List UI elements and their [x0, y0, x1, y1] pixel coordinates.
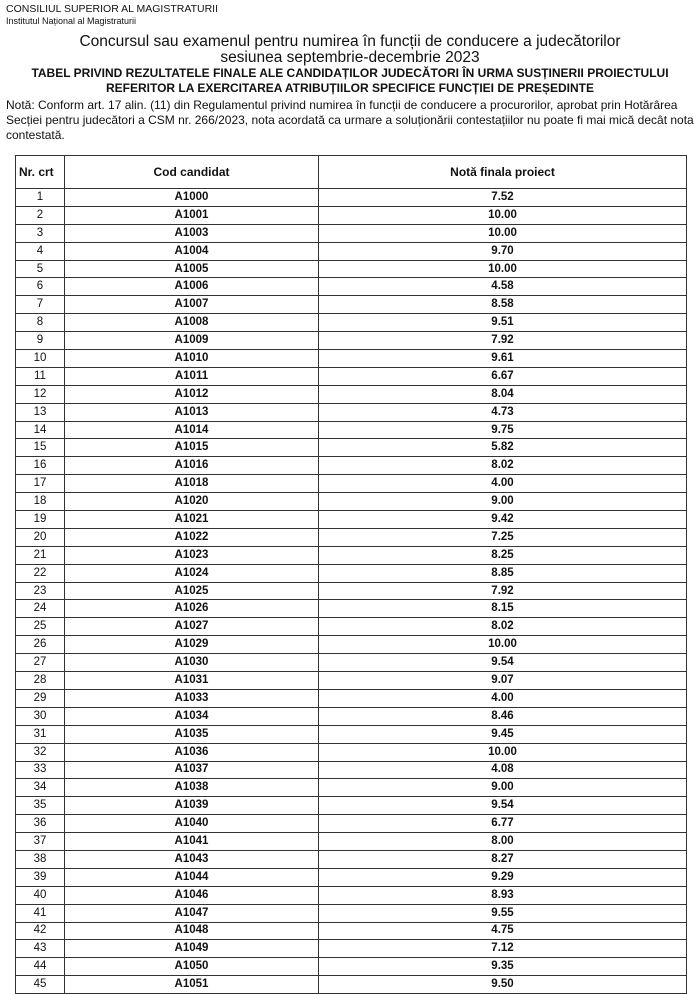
table-row — [16, 779, 687, 797]
table-row — [16, 332, 687, 350]
final-grade: 8.85 — [319, 564, 687, 582]
final-grade: 9.54 — [319, 654, 687, 672]
final-grade: 5.82 — [319, 439, 687, 457]
table-row — [16, 868, 687, 886]
candidate-code: A1001 — [65, 206, 319, 224]
final-grade: 10.00 — [319, 636, 687, 654]
candidate-code: A1035 — [65, 725, 319, 743]
table-row — [16, 350, 687, 368]
table-row — [16, 976, 687, 994]
table-row — [16, 475, 687, 493]
row-number: 14 — [16, 421, 65, 439]
final-grade: 6.67 — [319, 367, 687, 385]
final-grade: 9.29 — [319, 868, 687, 886]
candidate-code: A1034 — [65, 707, 319, 725]
candidate-code: A1038 — [65, 779, 319, 797]
row-number: 13 — [16, 403, 65, 421]
row-number: 41 — [16, 904, 65, 922]
candidate-code: A1007 — [65, 296, 319, 314]
candidate-code: A1049 — [65, 940, 319, 958]
table-row — [16, 189, 687, 207]
row-number: 18 — [16, 493, 65, 511]
candidate-code: A1023 — [65, 546, 319, 564]
final-grade: 4.73 — [319, 403, 687, 421]
row-number: 7 — [16, 296, 65, 314]
final-grade: 7.52 — [319, 189, 687, 207]
row-number: 2 — [16, 206, 65, 224]
results-table — [15, 155, 687, 994]
table-row — [16, 314, 687, 332]
final-grade: 9.00 — [319, 779, 687, 797]
final-grade: 8.04 — [319, 385, 687, 403]
final-grade: 9.61 — [319, 350, 687, 368]
table-row — [16, 278, 687, 296]
row-number: 5 — [16, 260, 65, 278]
candidate-code: A1025 — [65, 582, 319, 600]
candidate-code: A1039 — [65, 797, 319, 815]
candidate-code: A1020 — [65, 493, 319, 511]
final-grade: 9.75 — [319, 421, 687, 439]
table-row — [16, 904, 687, 922]
candidate-code: A1043 — [65, 850, 319, 868]
row-number: 12 — [16, 385, 65, 403]
row-number: 36 — [16, 815, 65, 833]
final-grade: 9.07 — [319, 672, 687, 690]
candidate-code: A1016 — [65, 457, 319, 475]
table-row — [16, 582, 687, 600]
final-grade: 7.12 — [319, 940, 687, 958]
candidate-code: A1029 — [65, 636, 319, 654]
row-number: 43 — [16, 940, 65, 958]
table-row — [16, 260, 687, 278]
final-grade: 4.75 — [319, 922, 687, 940]
final-grade: 10.00 — [319, 206, 687, 224]
candidate-code: A1012 — [65, 385, 319, 403]
table-row — [16, 689, 687, 707]
candidate-code: A1050 — [65, 958, 319, 976]
table-row — [16, 743, 687, 761]
table-header-row — [16, 156, 687, 189]
candidate-code: A1018 — [65, 475, 319, 493]
candidate-code: A1036 — [65, 743, 319, 761]
candidate-code: A1027 — [65, 618, 319, 636]
org-name: CONSILIUL SUPERIOR AL MAGISTRATURII — [6, 3, 218, 15]
candidate-code: A1013 — [65, 403, 319, 421]
institute-name: Institutul Național al Magistraturii — [6, 16, 137, 26]
table-row — [16, 654, 687, 672]
table-row — [16, 493, 687, 511]
final-grade: 8.93 — [319, 886, 687, 904]
candidate-code: A1041 — [65, 833, 319, 851]
table-row — [16, 224, 687, 242]
table-row — [16, 564, 687, 582]
final-grade: 8.25 — [319, 546, 687, 564]
final-grade: 7.92 — [319, 332, 687, 350]
row-number: 4 — [16, 242, 65, 260]
candidate-code: A1037 — [65, 761, 319, 779]
candidate-code: A1051 — [65, 976, 319, 994]
final-grade: 4.00 — [319, 689, 687, 707]
row-number: 34 — [16, 779, 65, 797]
table-row — [16, 206, 687, 224]
row-number: 32 — [16, 743, 65, 761]
final-grade: 10.00 — [319, 743, 687, 761]
row-number: 19 — [16, 511, 65, 529]
table-row — [16, 367, 687, 385]
row-number: 42 — [16, 922, 65, 940]
candidate-code: A1040 — [65, 815, 319, 833]
candidate-code: A1008 — [65, 314, 319, 332]
candidate-code: A1021 — [65, 511, 319, 529]
candidate-code: A1026 — [65, 600, 319, 618]
row-number: 16 — [16, 457, 65, 475]
final-grade: 7.92 — [319, 582, 687, 600]
row-number: 21 — [16, 546, 65, 564]
row-number: 39 — [16, 868, 65, 886]
table-row — [16, 511, 687, 529]
final-grade: 8.27 — [319, 850, 687, 868]
table-row — [16, 242, 687, 260]
row-number: 29 — [16, 689, 65, 707]
table-row — [16, 403, 687, 421]
row-number: 8 — [16, 314, 65, 332]
row-number: 27 — [16, 654, 65, 672]
table-row — [16, 761, 687, 779]
row-number: 44 — [16, 958, 65, 976]
table-row — [16, 833, 687, 851]
table-row — [16, 958, 687, 976]
row-number: 10 — [16, 350, 65, 368]
column-header-code: Cod candidat — [65, 156, 319, 189]
candidate-code: A1000 — [65, 189, 319, 207]
table-row — [16, 385, 687, 403]
candidate-code: A1046 — [65, 886, 319, 904]
candidate-code: A1005 — [65, 260, 319, 278]
final-grade: 8.58 — [319, 296, 687, 314]
legal-note: Notă: Conform art. 17 alin. (11) din Regulamentul privind numirea în funcții de conducere a procurorilor, aprobat prin Hotărârea Secției pentru judecători a CSM nr. 266/2023, nota acordată ca urmare a soluționării contestațiilor nu poate fi mai mică decât nota contestată. — [6, 98, 694, 142]
final-grade: 8.02 — [319, 618, 687, 636]
candidate-code: A1024 — [65, 564, 319, 582]
row-number: 35 — [16, 797, 65, 815]
final-grade: 7.25 — [319, 528, 687, 546]
row-number: 15 — [16, 439, 65, 457]
row-number: 25 — [16, 618, 65, 636]
row-number: 31 — [16, 725, 65, 743]
table-heading-line2: REFERITOR LA EXERCITAREA ATRIBUȚIILOR SPECIFICE FUNCȚIEI DE PREȘEDINTE — [105, 81, 595, 95]
final-grade: 8.46 — [319, 707, 687, 725]
final-grade: 4.08 — [319, 761, 687, 779]
session-title: sesiunea septembrie-decembrie 2023 — [220, 49, 480, 66]
table-row — [16, 725, 687, 743]
row-number: 33 — [16, 761, 65, 779]
row-number: 23 — [16, 582, 65, 600]
table-row — [16, 546, 687, 564]
row-number: 38 — [16, 850, 65, 868]
row-number: 6 — [16, 278, 65, 296]
table-row — [16, 707, 687, 725]
candidate-code: A1006 — [65, 278, 319, 296]
table-row — [16, 922, 687, 940]
final-grade: 9.45 — [319, 725, 687, 743]
row-number: 9 — [16, 332, 65, 350]
candidate-code: A1004 — [65, 242, 319, 260]
candidate-code: A1030 — [65, 654, 319, 672]
final-grade: 4.58 — [319, 278, 687, 296]
table-row — [16, 850, 687, 868]
row-number: 3 — [16, 224, 65, 242]
final-grade: 9.00 — [319, 493, 687, 511]
table-row — [16, 815, 687, 833]
candidate-code: A1011 — [65, 367, 319, 385]
candidate-code: A1015 — [65, 439, 319, 457]
final-grade: 10.00 — [319, 224, 687, 242]
table-body — [16, 189, 687, 994]
table-row — [16, 296, 687, 314]
candidate-code: A1047 — [65, 904, 319, 922]
row-number: 20 — [16, 528, 65, 546]
row-number: 11 — [16, 367, 65, 385]
final-grade: 9.70 — [319, 242, 687, 260]
row-number: 45 — [16, 976, 65, 994]
table-row — [16, 439, 687, 457]
candidate-code: A1048 — [65, 922, 319, 940]
candidate-code: A1009 — [65, 332, 319, 350]
row-number: 28 — [16, 672, 65, 690]
final-grade: 9.42 — [319, 511, 687, 529]
final-grade: 8.15 — [319, 600, 687, 618]
final-grade: 6.77 — [319, 815, 687, 833]
final-grade: 9.35 — [319, 958, 687, 976]
table-row — [16, 797, 687, 815]
document-title: Concursul sau examenul pentru numirea în funcții de conducere a judecătorilor — [79, 33, 621, 50]
final-grade: 9.50 — [319, 976, 687, 994]
row-number: 22 — [16, 564, 65, 582]
table-row — [16, 618, 687, 636]
final-grade: 8.02 — [319, 457, 687, 475]
table-row — [16, 600, 687, 618]
table-row — [16, 457, 687, 475]
final-grade: 9.54 — [319, 797, 687, 815]
column-header-grade: Notă finala proiect — [319, 156, 687, 189]
final-grade: 8.00 — [319, 833, 687, 851]
table-row — [16, 940, 687, 958]
final-grade: 9.55 — [319, 904, 687, 922]
candidate-code: A1003 — [65, 224, 319, 242]
table-row — [16, 886, 687, 904]
final-grade: 9.51 — [319, 314, 687, 332]
row-number: 1 — [16, 189, 65, 207]
candidate-code: A1022 — [65, 528, 319, 546]
row-number: 40 — [16, 886, 65, 904]
table-row — [16, 672, 687, 690]
candidate-code: A1033 — [65, 689, 319, 707]
row-number: 37 — [16, 833, 65, 851]
table-row — [16, 636, 687, 654]
candidate-code: A1010 — [65, 350, 319, 368]
candidate-code: A1014 — [65, 421, 319, 439]
candidate-code: A1044 — [65, 868, 319, 886]
table-heading-line1: TABEL PRIVIND REZULTATELE FINALE ALE CANDIDAȚILOR JUDECĂTORI ÎN URMA SUSȚINERII PROIECTULUI — [31, 66, 669, 80]
row-number: 17 — [16, 475, 65, 493]
column-header-nr: Nr. crt — [16, 156, 65, 189]
final-grade: 4.00 — [319, 475, 687, 493]
row-number: 26 — [16, 636, 65, 654]
row-number: 24 — [16, 600, 65, 618]
candidate-code: A1031 — [65, 672, 319, 690]
table-row — [16, 528, 687, 546]
row-number: 30 — [16, 707, 65, 725]
final-grade: 10.00 — [319, 260, 687, 278]
table-row — [16, 421, 687, 439]
